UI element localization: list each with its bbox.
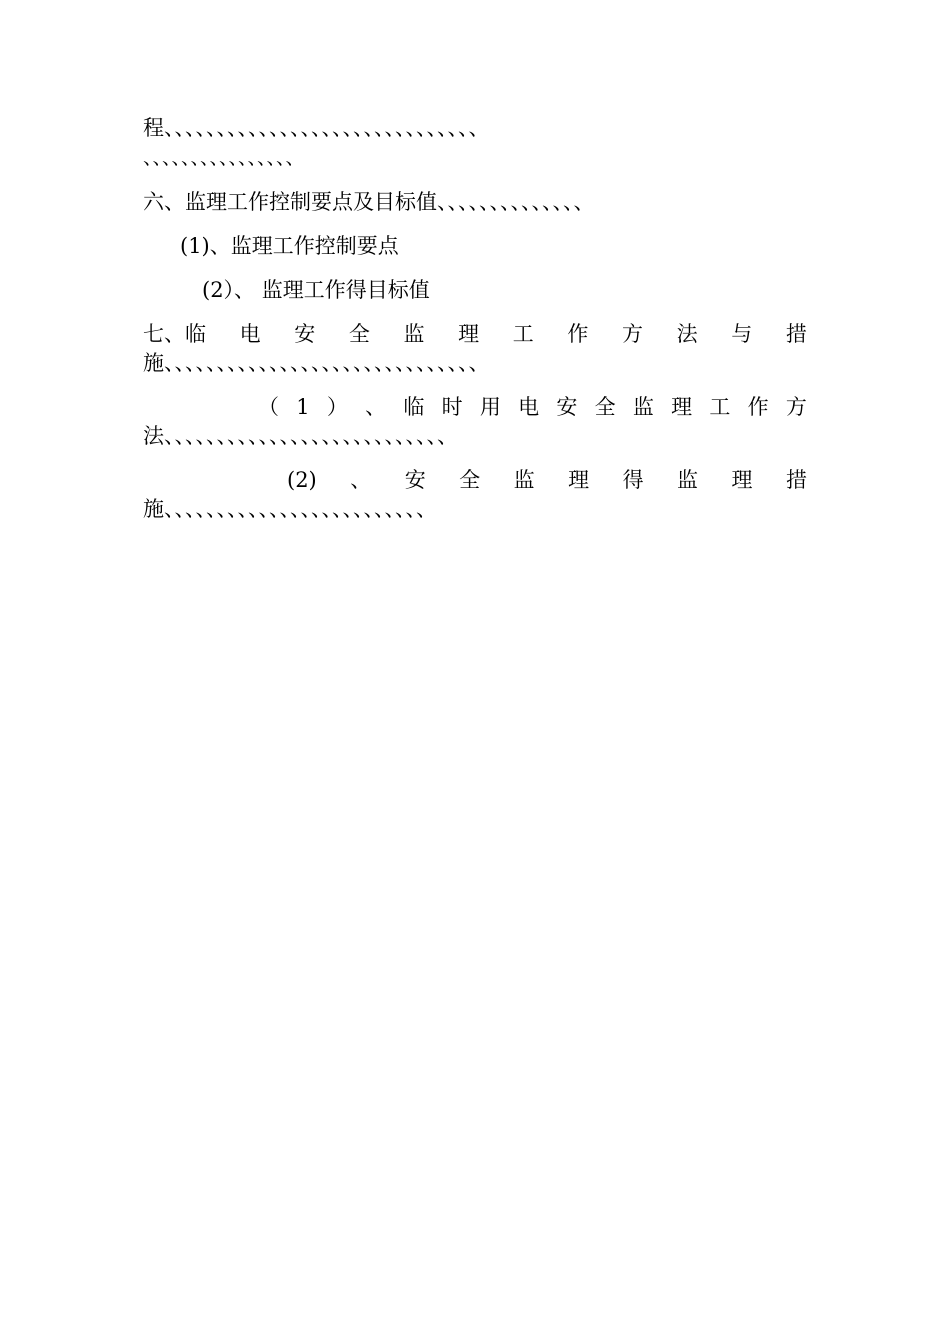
toc-item7-heading-char: 安 (294, 322, 316, 346)
toc-item7-heading-char: 法 (676, 322, 698, 346)
toc-item7-heading-char: 方 (622, 322, 643, 346)
toc-item7-heading-char: 七、临 (143, 322, 206, 346)
toc-item7-sub1-char: （ (258, 395, 279, 419)
toc-item7-sub2-line2: 施、、、、、、、、、、、、、、、、、、、、、、、、、 (143, 497, 437, 521)
toc-item7-sub2 (287, 466, 807, 494)
toc-item6-sub2: (2）、 监理工作得目标值 (202, 278, 430, 302)
toc-item7-sub2-char: 监 (513, 468, 535, 492)
toc-item7-sub2-char: (2) (287, 468, 317, 492)
toc-item7-heading-char: 工 (512, 322, 534, 346)
toc-item7-sub1-char: 方 (785, 395, 807, 419)
toc-item7-sub2-char: 得 (622, 468, 644, 492)
toc-item7-sub2-char: 、 (350, 468, 372, 492)
toc-item7-sub1-line2: 法、、、、、、、、、、、、、、、、、、、、、、、、、、、 (143, 424, 458, 448)
toc-item7-heading-line2: 施、、、、、、、、、、、、、、、、、、、、、、、、、、、、、、 (143, 351, 490, 375)
toc-item7-sub1 (258, 393, 807, 421)
toc-item5-line1: 程、、、、、、、、、、、、、、、、、、、、、、、、、、、、、、 (143, 116, 490, 140)
toc-item7-heading-char: 全 (348, 322, 370, 346)
toc-item6-heading: 六、监理工作控制要点及目标值、、、、、、、、、、、、、、 (143, 190, 595, 214)
toc-item6-sub1: (1)、监理工作控制要点 (180, 234, 399, 258)
toc-item7-sub1-char: 安 (556, 395, 578, 419)
toc-item7-sub1-char: 用 (479, 395, 501, 419)
toc-item7-sub2-char: 监 (677, 468, 699, 492)
toc-item7-heading-char: 措 (785, 322, 807, 346)
toc-item7-heading-char: 与 (731, 322, 753, 346)
toc-item7-sub1-char: 电 (518, 395, 540, 419)
toc-item7-sub1-char: 监 (632, 395, 654, 419)
toc-item7-sub1-char: 作 (747, 395, 769, 419)
toc-item7-sub2-char: 全 (459, 468, 481, 492)
toc-item7-sub1-char: 工 (709, 395, 731, 419)
toc-item7-heading-char: 监 (403, 322, 425, 346)
toc-item7-sub2-char: 安 (404, 468, 426, 492)
toc-item7-sub2-char: 措 (785, 468, 807, 492)
toc-item7-heading (143, 320, 807, 348)
toc-item5-line2: 、、、、、、、、、、、、、、、、 (143, 147, 305, 169)
toc-item7-heading-char: 理 (458, 322, 480, 346)
toc-item7-sub1-char: 全 (594, 395, 616, 419)
toc-item7-sub2-char: 理 (731, 468, 753, 492)
toc-item7-sub1-char: 1 (296, 395, 310, 419)
toc-item7-sub1-char: 理 (671, 395, 693, 419)
toc-item7-sub1-char: ） (326, 395, 348, 419)
toc-item7-sub1-char: 时 (441, 395, 463, 419)
toc-item7-heading-char: 电 (239, 322, 261, 346)
toc-item7-sub1-char: 临 (403, 395, 425, 419)
toc-item7-sub2-char: 理 (568, 468, 590, 492)
toc-item7-sub1-char: 、 (365, 395, 387, 419)
toc-item7-heading-char: 作 (567, 322, 589, 346)
